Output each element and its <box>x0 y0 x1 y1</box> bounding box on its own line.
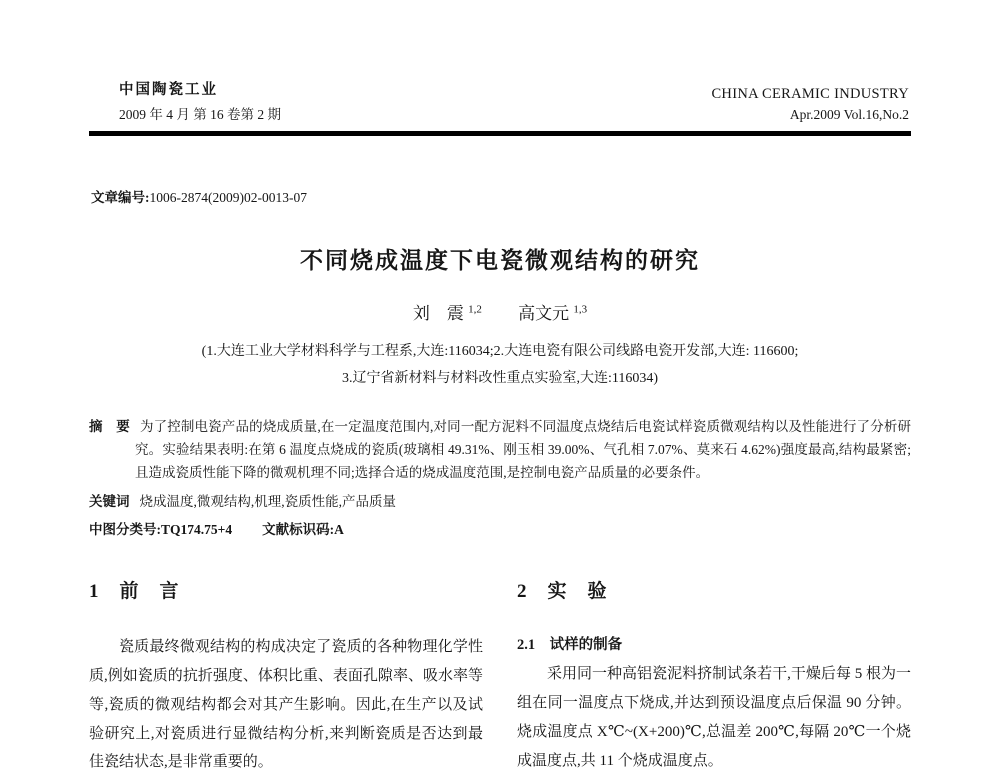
section-1-heading: 1 前 言 <box>89 581 180 603</box>
abstract-text: 为了控制电瓷产品的烧成质量,在一定温度范围内,对同一配方泥料不同温度点烧结后电瓷试样瓷质微观结构以及性能进行了分析研究。实验结果表明:在第 6 温度点烧成的瓷质(玻璃相 49.31%、刚玉相 39.00%、气孔相 7.07%、莫来石 4.62%)强度最高,结构最紧密;且造成瓷质性能下降的微观机理不同;选择合适的烧成温度范围,是控制电瓷产品质量的必要条件。 <box>135 418 911 481</box>
article-number-line <box>91 186 911 206</box>
left-column <box>89 562 483 777</box>
author-name: 刘 震 <box>412 304 464 323</box>
right-column <box>517 562 911 777</box>
journal-issue-cn: 2009 年 4 月 第 16 卷第 2 期 <box>119 107 281 122</box>
abstract-block <box>89 415 911 485</box>
journal-header-left <box>119 78 281 123</box>
doc-code-label: 文献标识码: <box>262 522 335 538</box>
clc-value: TQ174.75+4 <box>161 522 233 538</box>
author <box>413 304 482 323</box>
paper-title: 不同烧成温度下电瓷微观结构的研究 <box>300 248 700 273</box>
keywords-label: 关键词 <box>89 494 130 510</box>
journal-name-cn: 中国陶瓷工业 <box>119 82 218 98</box>
journal-header-right <box>711 86 909 123</box>
journal-header <box>89 78 911 131</box>
author-line <box>89 299 911 324</box>
author <box>518 304 587 323</box>
affiliation-block <box>89 338 911 393</box>
section-2-1-heading: 2.1 试样的制备 <box>517 637 623 654</box>
journal-issue-en: Apr.2009 Vol.16,No.2 <box>789 107 909 122</box>
affiliation-line: 3.辽宁省新材料与材料改性重点实验室,大连:116034) <box>341 371 659 387</box>
author-affiliation-sup: 1,3 <box>573 303 588 316</box>
header-rule <box>89 131 911 136</box>
classification-line <box>89 518 911 538</box>
keywords-line <box>89 490 911 510</box>
article-number-value: 1006-2874(2009)02-0013-07 <box>149 190 307 205</box>
journal-name-en: CHINA CERAMIC INDUSTRY <box>711 86 909 102</box>
author-affiliation-sup: 1,2 <box>468 303 482 316</box>
affiliation-line: (1.大连工业大学材料科学与工程系,大连:116034;2.大连电瓷有限公司线路电瓷开发部,大连: 116600; <box>201 344 799 359</box>
section-1-paragraph: 瓷质最终微观结构的构成决定了瓷质的各种物理化学性质,例如瓷质的抗折强度、体积比重、表面孔隙率、吸水率等等,瓷质的微观结构都会对其产生影响。因此,在生产以及试验研究上,对瓷质进行显微结构分析,来判断瓷质是否达到最佳瓷结状态,是非常重要的。 <box>89 639 483 771</box>
author-name: 高文元 <box>518 304 570 323</box>
abstract-label: 摘 要 <box>89 418 130 434</box>
section-2-heading: 2 实 验 <box>517 581 608 603</box>
article-number-label: 文章编号: <box>91 190 150 205</box>
section-2-1-paragraph: 采用同一种高铝瓷泥料挤制试条若干,干燥后每 5 根为一组在同一温度点下烧成,并达到预设温度点后保温 90 分钟。烧成温度点 X℃~(X+200)℃,总温差 200℃,每隔 20℃一个烧成温度点,共 11 个烧成温度点。 <box>517 666 911 769</box>
two-column-body <box>89 562 911 777</box>
doc-code-value: A <box>334 522 344 538</box>
clc-label: 中图分类号: <box>89 522 161 538</box>
keywords-text: 烧成温度,微观结构,机理,瓷质性能,产品质量 <box>139 494 396 510</box>
paper-page <box>89 0 911 777</box>
